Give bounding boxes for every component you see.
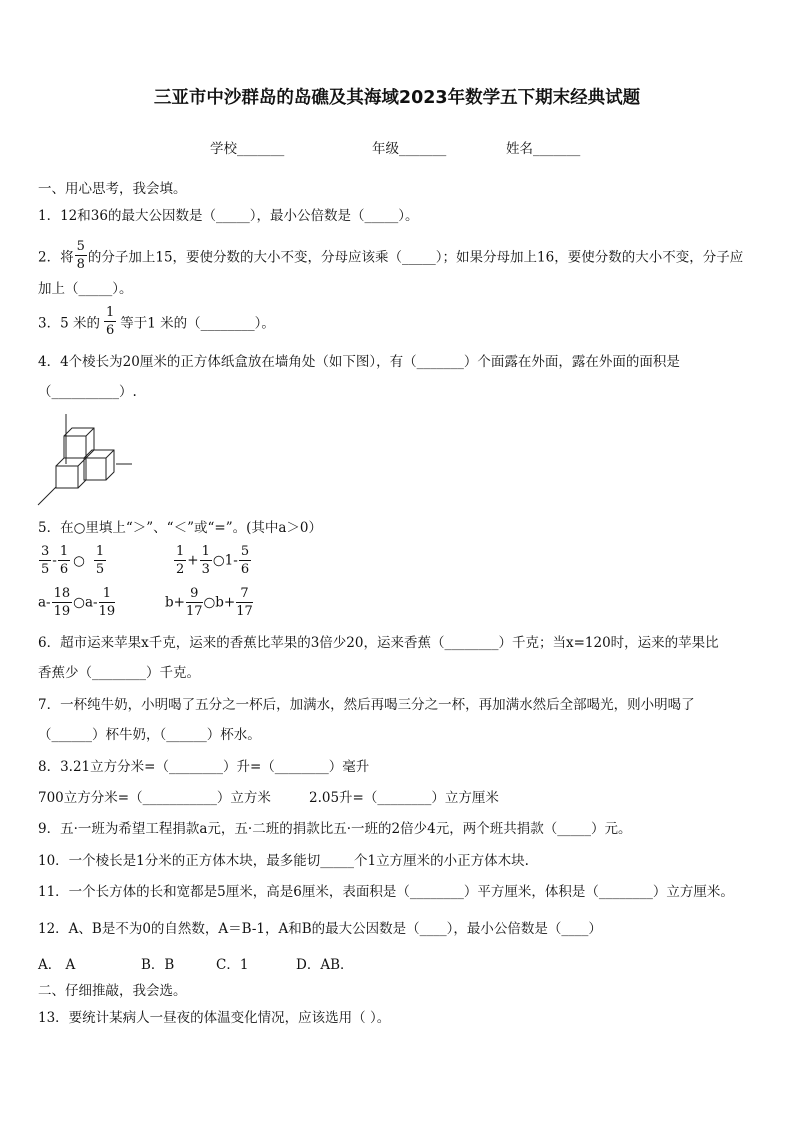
corner-cubes-figure xyxy=(36,412,136,508)
q5-expression-3 xyxy=(38,587,116,618)
numerator: 1 xyxy=(59,544,69,559)
bottom-left-cube xyxy=(56,458,86,488)
denominator: 19 xyxy=(53,604,71,619)
q12-option-d: D．AB． xyxy=(296,957,354,973)
q5-expression-4 xyxy=(165,587,254,618)
q3-pre: 3．5 米的 xyxy=(38,315,100,332)
numerator: 1 xyxy=(99,587,116,603)
question-7-line2: （______）杯牛奶，（______）杯水。 xyxy=(38,727,261,743)
question-6-line2: 香蕉少（________）千克。 xyxy=(38,665,200,681)
numerator: 1 xyxy=(176,544,185,559)
minus-sign: - xyxy=(52,552,57,569)
question-2 xyxy=(38,240,743,271)
denominator: 6 xyxy=(59,562,69,577)
q12-option-c: C．1 xyxy=(216,957,249,973)
q5-expression-2 xyxy=(173,545,252,576)
denominator: 19 xyxy=(98,604,116,619)
question-6-line1: 6．超市运来苹果x千克，运来的香蕉比苹果的3倍少20，运来香蕉（________）千克；当x=120时，运来的苹果比 xyxy=(38,635,719,651)
question-8-line1: 8．3.21立方分米=（________）升=（________）毫升 xyxy=(38,759,370,775)
q5-e1-fraction-a xyxy=(39,545,51,576)
section-1-heading: 一、用心思考，我会填。 xyxy=(38,181,187,197)
denominator: 2 xyxy=(176,562,185,577)
q5-e4-fraction-a xyxy=(186,587,203,618)
expr-prefix: b+ xyxy=(165,594,185,611)
question-9: 9．五·一班为希望工程捐款a元，五·二班的捐款比五·一班的2倍少4元，两个班共捐款（_____）元。 xyxy=(38,821,632,837)
numerator: 7 xyxy=(236,587,253,603)
numerator: 18 xyxy=(53,586,71,601)
q5-e4-fraction-c xyxy=(236,587,253,618)
q2-post: 的分子加上15，要使分数的大小不变，分母应该乘（_____）；如果分母加上16，要使分数的大小不变，分子应 xyxy=(87,249,744,266)
q12-option-a: A． A xyxy=(38,957,76,973)
school-field: 学校_______ xyxy=(210,141,285,157)
top-cube xyxy=(64,428,94,458)
compare-circle-text: ○b+ xyxy=(203,594,236,611)
q3-numerator: 1 xyxy=(105,305,115,320)
q3-post: 等于1 米的（________）。 xyxy=(120,315,275,332)
name-field: 姓名_______ xyxy=(506,141,581,157)
compare-circle: ○ xyxy=(73,552,85,569)
floor-diagonal-line xyxy=(38,487,56,505)
q12-option-b: B．B xyxy=(141,957,175,973)
plus-sign: + xyxy=(187,552,199,569)
question-2-line2: 加上（_____）。 xyxy=(38,281,133,297)
question-4-line1: 4．4个棱长为20厘米的正方体纸盒放在墙角处（如下图），有（_______）个面露在外面，露在外面的面积是 xyxy=(38,354,680,370)
question-10: 10．一个棱长是1分米的正方体木块，最多能切_____个1立方厘米的小正方体木块. xyxy=(38,853,529,869)
q5-e3-fraction-c xyxy=(99,587,116,618)
section-2-heading: 二、仔细推敲，我会选。 xyxy=(38,983,187,999)
denominator: 17 xyxy=(236,604,253,619)
q5-e1-fraction-b xyxy=(58,545,70,576)
compare-circle-text: ○a- xyxy=(73,594,98,611)
grade-field: 年级_______ xyxy=(372,141,447,157)
question-1: 1．12和36的最大公因数是（_____），最小公倍数是（_____）。 xyxy=(38,208,419,224)
q5-e3-fraction-a xyxy=(52,587,73,618)
q5-expression-1 xyxy=(38,545,107,576)
denominator: 5 xyxy=(41,562,50,577)
numerator: 9 xyxy=(186,587,203,603)
question-7-line1: 7．一杯纯牛奶，小明喝了五分之一杯后，加满水，然后再喝三分之一杯，再加满水然后全部喝光，则小明喝了 xyxy=(38,697,695,713)
q5-e2-fraction-c xyxy=(239,545,251,576)
q2-fraction xyxy=(75,240,87,271)
q5-e2-fraction-a xyxy=(174,545,186,576)
question-8-line2b: 2.05升=（________）立方厘米 xyxy=(309,790,499,806)
denominator: 17 xyxy=(185,604,203,619)
question-5: 5．在○里填上“＞”、“＜”或“=”。(其中a＞0） xyxy=(38,520,322,536)
question-12: 12．A、B是不为0的自然数，A＝B-1，A和B的最大公因数是（____），最小公倍数是（____） xyxy=(38,921,602,937)
numerator: 3 xyxy=(41,544,50,559)
page-title: 三亚市中沙群岛的岛礁及其海域2023年数学五下期末经典试题 xyxy=(153,88,641,108)
numerator: 1 xyxy=(95,544,105,559)
compare-circle-text: ○1- xyxy=(212,552,238,569)
q5-e1-fraction-c xyxy=(94,545,106,576)
numerator: 1 xyxy=(201,544,210,559)
numerator: 5 xyxy=(240,544,250,559)
question-8-line2a: 700立方分米=（___________）立方米 xyxy=(38,790,271,806)
denominator: 3 xyxy=(201,562,210,577)
question-4-line2: （__________）. xyxy=(38,384,137,400)
expr-prefix: a- xyxy=(38,594,51,611)
denominator: 5 xyxy=(95,562,105,577)
q2-numerator: 5 xyxy=(76,239,85,254)
q2-denominator: 8 xyxy=(76,257,85,272)
q3-denominator: 6 xyxy=(105,323,115,338)
bottom-right-cube xyxy=(84,450,114,480)
question-3 xyxy=(38,306,275,337)
question-11: 11．一个长方体的长和宽都是5厘米，高是6厘米，表面积是（________）平方厘米，体积是（________）立方厘米。 xyxy=(38,884,734,900)
question-13: 13．要统计某病人一昼夜的体温变化情况，应该选用（ ）。 xyxy=(38,1010,391,1026)
q5-e2-fraction-b xyxy=(200,545,212,576)
q3-fraction xyxy=(104,306,116,337)
denominator: 6 xyxy=(240,562,250,577)
q2-pre: 2．将 xyxy=(38,249,74,266)
